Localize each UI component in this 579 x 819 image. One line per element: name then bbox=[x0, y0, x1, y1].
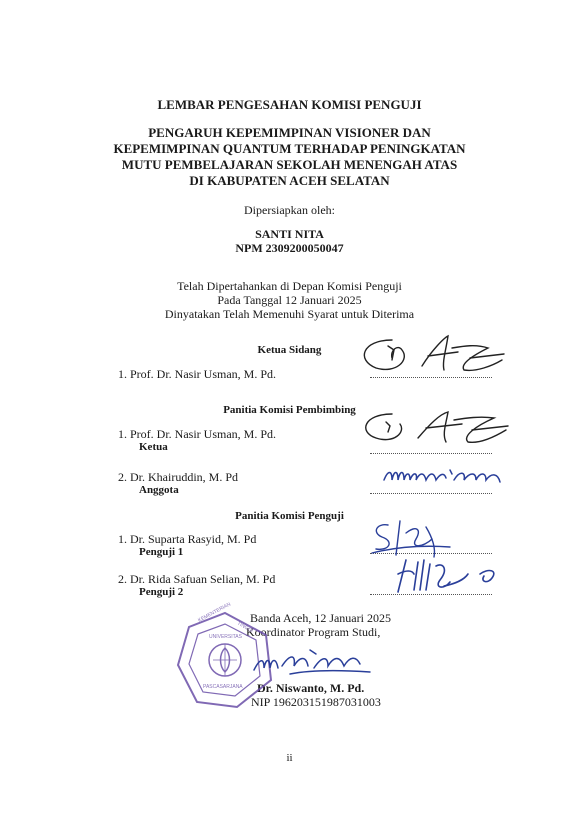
signature-penguji-2 bbox=[384, 556, 504, 596]
thesis-title-line-1: PENGARUH KEPEMIMPINAN VISIONER DAN bbox=[148, 125, 431, 140]
thesis-title-line-4: DI KABUPATEN ACEH SELATAN bbox=[189, 173, 390, 188]
penguji-heading: Panitia Komisi Penguji bbox=[235, 510, 344, 522]
penguji-member-1-name: 1. Dr. Suparta Rasyid, M. Pd bbox=[118, 532, 257, 546]
signature-koordinator bbox=[250, 640, 380, 680]
svg-text:KEMENTERIAN: KEMENTERIAN bbox=[197, 601, 232, 624]
thesis-title-line-2: KEPEMIMPINAN QUANTUM TERHADAP PENINGKATAN bbox=[113, 141, 466, 156]
page-title: LEMBAR PENGESAHAN KOMISI PENGUJI bbox=[157, 97, 422, 112]
signature-line-pembimbing-2 bbox=[370, 493, 492, 494]
page-number: ii bbox=[286, 752, 293, 764]
pembimbing-heading: Panitia Komisi Pembimbing bbox=[223, 404, 356, 416]
pembimbing-member-2-name: 2. Dr. Khairuddin, M. Pd bbox=[118, 470, 238, 484]
prepared-by-label: Dipersiapkan oleh: bbox=[244, 203, 335, 217]
approval-position: Koordinator Program Studi, bbox=[246, 625, 381, 639]
penguji-member-1-role: Penguji 1 bbox=[139, 546, 184, 558]
pembimbing-member-1-role: Ketua bbox=[139, 441, 168, 453]
pembimbing-member-2-role: Anggota bbox=[139, 484, 179, 496]
pembimbing-member-1-name: 1. Prof. Dr. Nasir Usman, M. Pd. bbox=[118, 427, 276, 441]
author-name: SANTI NITA bbox=[255, 227, 324, 241]
svg-text:TINGGI: TINGGI bbox=[236, 620, 254, 635]
signature-ketua-sidang bbox=[352, 330, 512, 380]
approval-name: Dr. Niswanto, M. Pd. bbox=[257, 681, 365, 695]
penguji-member-2-role: Penguji 2 bbox=[139, 586, 184, 598]
author-npm: NPM 2309200050047 bbox=[235, 241, 344, 255]
svg-text:UNIVERSITAS: UNIVERSITAS bbox=[209, 634, 242, 640]
ketua-sidang-member: 1. Prof. Dr. Nasir Usman, M. Pd. bbox=[118, 367, 276, 381]
penguji-member-2-name: 2. Dr. Rida Safuan Selian, M. Pd bbox=[118, 572, 276, 586]
approval-nip: NIP 196203151987031003 bbox=[251, 695, 381, 709]
defense-line-2: Pada Tanggal 12 Januari 2025 bbox=[217, 293, 362, 307]
signature-pembimbing-ketua bbox=[352, 404, 512, 454]
defense-line-3: Dinyatakan Telah Memenuhi Syarat untuk Diterima bbox=[164, 307, 415, 321]
defense-line-1: Telah Dipertahankan di Depan Komisi Penguji bbox=[177, 279, 402, 293]
ketua-sidang-heading: Ketua Sidang bbox=[257, 344, 322, 356]
svg-text:PASCASARJANA: PASCASARJANA bbox=[203, 684, 243, 690]
signature-pembimbing-anggota bbox=[380, 460, 520, 490]
thesis-title-line-3: MUTU PEMBELAJARAN SEKOLAH MENENGAH ATAS bbox=[121, 157, 458, 172]
approval-place-date: Banda Aceh, 12 Januari 2025 bbox=[250, 611, 391, 625]
